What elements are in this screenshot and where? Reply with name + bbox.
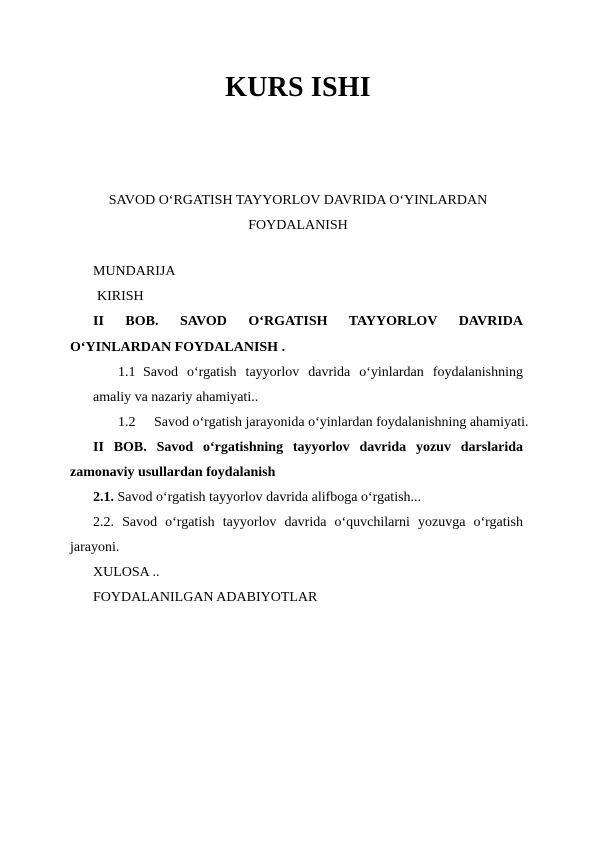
contents-item-number: 2.1. <box>93 490 114 505</box>
contents-item-1-1-line1: Savod o‘rgatish tayyorlov davrida o‘yinlardan foydalanishning <box>143 365 523 380</box>
contents-chapter2-line1: II BOB. Savod o‘rgatishning tayyorlov davrida yozuv darslarida <box>93 440 523 455</box>
contents-references: FOYDALANILGAN ADABIYOTLAR <box>93 590 318 605</box>
contents-item-number: 1.1 <box>118 365 136 380</box>
contents-chapter1-line1: II BOB. SAVOD O‘RGATISH TAYYORLOV DAVRIDA <box>93 314 523 329</box>
contents-intro: KIRISH <box>97 289 144 304</box>
contents-item-1-2: Savod o‘rgatish jarayonida o‘yinlardan foydalanishning ahamiyati. <box>154 415 529 430</box>
contents-item-2-2-line1: 2.2. Savod o‘rgatish tayyorlov davrida o‘quvchilarni yozuvga o‘rgatish <box>93 515 523 530</box>
contents-item-2-1 <box>93 489 421 507</box>
contents-conclusion: XULOSA .. <box>93 565 160 580</box>
contents-chapter1-line2: O‘YINLARDAN FOYDALANISH . <box>70 340 286 355</box>
contents-item-2-1-text: Savod o‘rgatish tayyorlov davrida alifboga o‘rgatish... <box>117 490 422 505</box>
contents-item-1-1-line2: amaliy va nazariy ahamiyati.. <box>93 390 259 405</box>
contents-heading: MUNDARIJA <box>93 264 176 279</box>
document-subtitle-line2: FOYDALANISH <box>248 218 348 233</box>
contents-item-2-2-line2: jarayoni. <box>70 540 120 555</box>
document-subtitle-line1: SAVOD O‘RGATISH TAYYORLOV DAVRIDA O‘YINLARDAN <box>108 193 488 208</box>
document-title: KURS ISHI <box>225 72 371 103</box>
contents-item-number: 1.2 <box>118 415 136 430</box>
contents-chapter2-line2: zamonaviy usullardan foydalanish <box>70 465 276 480</box>
